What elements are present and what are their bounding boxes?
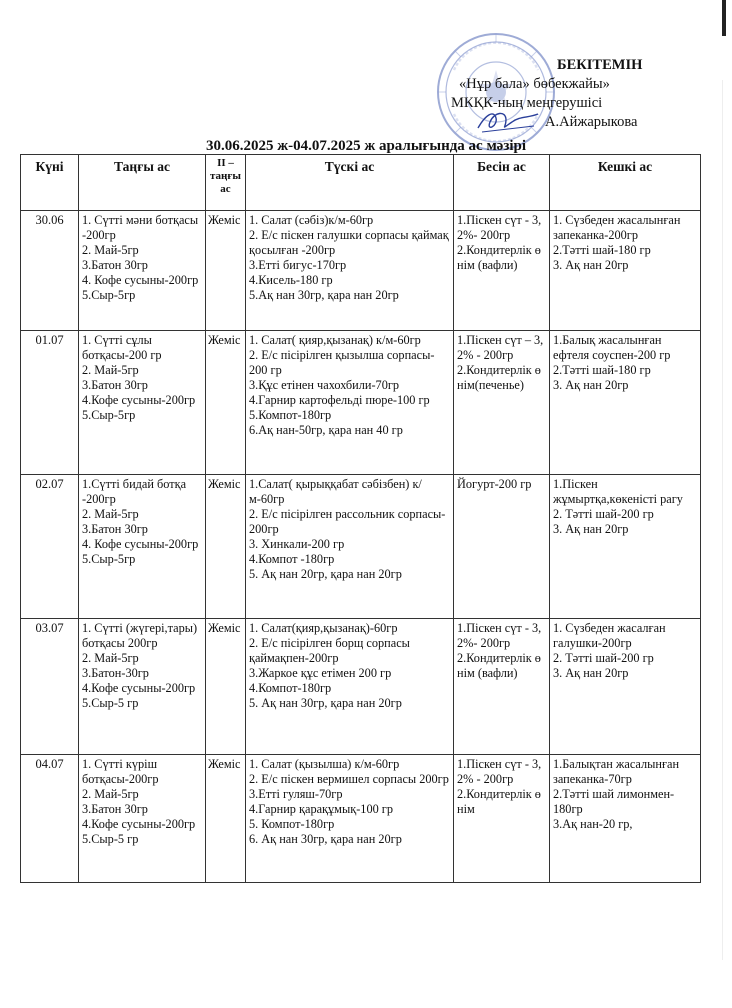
dinner-item: 1.Балықтан жасалынған запеканка-70гр [553,757,680,786]
lunch-item: 4.Кисель-180 гр [249,273,333,287]
lunch-cell [246,475,454,619]
dinner-item: 2.Тәтті шай лимонмен- 180гр [553,787,675,816]
lunch-item: 3. Хинкали-200 гр [249,537,345,551]
header-lunch: Түскі ас [246,155,454,211]
day-cell: 04.07 [21,755,79,883]
dinner-cell [550,475,701,619]
breakfast-item: 5.Сыр-5 гр [82,832,139,846]
dinner-item: 3.Ақ нан-20 гр, [553,817,633,831]
header-breakfast: Таңғы ас [79,155,206,211]
dinner-item: 3. Ақ нан 20гр [553,522,629,536]
lunch-item: 5. Ақ нан 20гр, қара нан 20гр [249,567,402,581]
dinner-item: 1. Сүзбеден жасалған галушки-200гр [553,621,666,650]
breakfast-item: 2. Май-5гр [82,651,139,665]
afternoon-item: 2.Кондитерлік өнім (вафли) [457,243,541,272]
menu-row [21,475,701,619]
afternoon-item: 1.Піскен сүт - 3,2% - 200гр [457,757,542,786]
afternoon-cell [454,211,550,331]
scan-edge-mark [722,0,726,36]
lunch-item: 3.Құс етінен чахохбили-70гр [249,378,400,392]
menu-row [21,211,701,331]
lunch-item: 1.Салат( қырыққабат сәбізбен) к/м-60гр [249,477,422,506]
breakfast-item: 5.Сыр-5 гр [82,696,139,710]
dinner-item: 3. Ақ нан 20гр [553,378,629,392]
dinner-item: 2.Тәтті шай-180 гр [553,243,651,257]
page-title: 30.06.2025 ж-04.07.2025 ж аралығында ас мәзірі [205,138,527,154]
breakfast-item: 4.Кофе сусыны-200гр [82,681,196,695]
approval-heading: БЕКІТЕМІН [557,57,643,73]
lunch-item: 2. Е/с пісірілген қызылша сорпасы- 200 гр [249,348,435,377]
snack-cell: Жеміс [206,755,246,883]
lunch-item: 2. Е/с піскен галушки сорпасы қаймақ қосылған -200гр [249,228,449,257]
menu-table [20,154,701,883]
afternoon-cell [454,619,550,755]
lunch-item: 4.Компот -180гр [249,552,335,566]
header-dinner: Кешкі ас [550,155,701,211]
lunch-item: 1. Салат (сәбіз)к/м-60гр [249,213,374,227]
lunch-item: 6.Ақ нан-50гр, қара нан 40 гр [249,423,403,437]
lunch-item: 2. Е/с піскен вермишел сорпасы 200гр [249,772,449,786]
snack-cell: Жеміс [206,331,246,475]
breakfast-item: 3.Батон 30гр [82,258,148,272]
afternoon-cell [454,755,550,883]
dinner-item: 2. Тәтті шай-200 гр [553,651,654,665]
day-cell: 01.07 [21,331,79,475]
lunch-item: 4.Гарнир картофельді пюре-100 гр [249,393,430,407]
lunch-item: 1. Салат (қызылша) к/м-60гр [249,757,400,771]
breakfast-item: 1.Сүтті бидай ботқа -200гр [82,477,187,506]
breakfast-cell [79,755,206,883]
header-snack: ІІ – таңғы ас [206,155,246,211]
dinner-item: 2. Тәтті шай-200 гр [553,507,654,521]
day-cell: 03.07 [21,619,79,755]
dinner-cell [550,755,701,883]
lunch-item: 5.Ақ нан 30гр, қара нан 20гр [249,288,399,302]
lunch-cell [246,619,454,755]
afternoon-item: 1.Піскен сүт – 3,2% - 200гр [457,333,544,362]
snack-cell: Жеміс [206,619,246,755]
breakfast-item: 2. Май-5гр [82,507,139,521]
scan-artifact [722,80,723,960]
menu-row [21,331,701,475]
lunch-cell [246,211,454,331]
breakfast-cell [79,619,206,755]
breakfast-item: 1. Сүтті сұлы ботқасы-200 гр [82,333,162,362]
dinner-item: 2.Тәтті шай-180 гр [553,363,651,377]
breakfast-item: 5.Сыр-5гр [82,408,136,422]
afternoon-item: 2.Кондитерлік өнім (вафли) [457,651,541,680]
breakfast-item: 1. Сүтті мәни ботқасы -200гр [82,213,199,242]
afternoon-cell [454,331,550,475]
breakfast-item: 5.Сыр-5гр [82,552,136,566]
snack-cell: Жеміс [206,475,246,619]
lunch-item: 2. Е/с пісірілген борщ сорпасы қаймақпен-200гр [249,636,410,665]
breakfast-item: 3.Батон 30гр [82,522,148,536]
approval-org: «Нұр бала» бөбекжайы» [459,76,610,92]
lunch-item: 4.Компот-180гр [249,681,332,695]
dinner-cell [550,211,701,331]
lunch-item: 6. Ақ нан 30гр, қара нан 20гр [249,832,402,846]
lunch-item: 4.Гарнир қарақұмық-100 гр [249,802,394,816]
menu-row [21,619,701,755]
day-cell: 02.07 [21,475,79,619]
breakfast-cell [79,475,206,619]
afternoon-item: 1.Піскен сүт - 3,2%- 200гр [457,213,542,242]
dinner-item: 3. Ақ нан 20гр [553,258,629,272]
lunch-cell [246,331,454,475]
breakfast-item: 4. Кофе сусыны-200гр [82,273,199,287]
day-cell: 30.06 [21,211,79,331]
lunch-item: 1. Салат( қияр,қызанақ) к/м-60гр [249,333,421,347]
lunch-item: 3.Етті бигус-170гр [249,258,347,272]
lunch-item: 5.Компот-180гр [249,408,332,422]
breakfast-item: 1. Сүтті күріш ботқасы-200гр [82,757,159,786]
lunch-item: 3.Етті гуляш-70гр [249,787,343,801]
breakfast-item: 5.Сыр-5гр [82,288,136,302]
breakfast-item: 2. Май-5гр [82,787,139,801]
lunch-item: 3.Жаркое құс етімен 200 гр [249,666,392,680]
breakfast-item: 2. Май-5гр [82,243,139,257]
dinner-item: 1.Балық жасалынған ефтеля соуспен-200 гр [553,333,671,362]
breakfast-item: 3.Батон 30гр [82,802,148,816]
header-day: Күні [21,155,79,211]
breakfast-item: 2. Май-5гр [82,363,139,377]
breakfast-cell [79,331,206,475]
breakfast-item: 4. Кофе сусыны-200гр [82,537,199,551]
breakfast-item: 1. Сүтті (жүгері,тары) ботқасы 200гр [82,621,198,650]
lunch-item: 2. Е/с пісірілген рассольник сорпасы- 200гр [249,507,446,536]
breakfast-item: 3.Батон-30гр [82,666,149,680]
afternoon-item: 1.Піскен сүт - 3,2%- 200гр [457,621,542,650]
header-row [21,155,701,211]
breakfast-item: 4.Кофе сусыны-200гр [82,817,196,831]
menu-row [21,755,701,883]
dinner-item: 1. Сүзбеден жасалынған запеканка-200гр [553,213,681,242]
afternoon-item: 2.Кондитерлік өнім(печенье) [457,363,541,392]
header-afternoon: Бесін ас [454,155,550,211]
dinner-cell [550,331,701,475]
approval-name: А.Айжарыкова [545,114,638,130]
snack-cell: Жеміс [206,211,246,331]
afternoon-item: Йогурт-200 гр [457,477,532,491]
dinner-cell [550,619,701,755]
breakfast-cell [79,211,206,331]
lunch-item: 1. Салат(қияр,қызанақ)-60гр [249,621,398,635]
lunch-item: 5. Компот-180гр [249,817,335,831]
afternoon-item: 2.Кондитерлік өнім [457,787,541,816]
dinner-item: 1.Піскен жұмыртқа,көкеністі рагу [553,477,683,506]
breakfast-item: 4.Кофе сусыны-200гр [82,393,196,407]
lunch-item: 5. Ақ нан 30гр, қара нан 20гр [249,696,402,710]
approval-block [445,56,705,132]
approval-position: МКҚК-ның меңгерушісі [451,95,603,111]
breakfast-item: 3.Батон 30гр [82,378,148,392]
afternoon-cell [454,475,550,619]
lunch-cell [246,755,454,883]
dinner-item: 3. Ақ нан 20гр [553,666,629,680]
